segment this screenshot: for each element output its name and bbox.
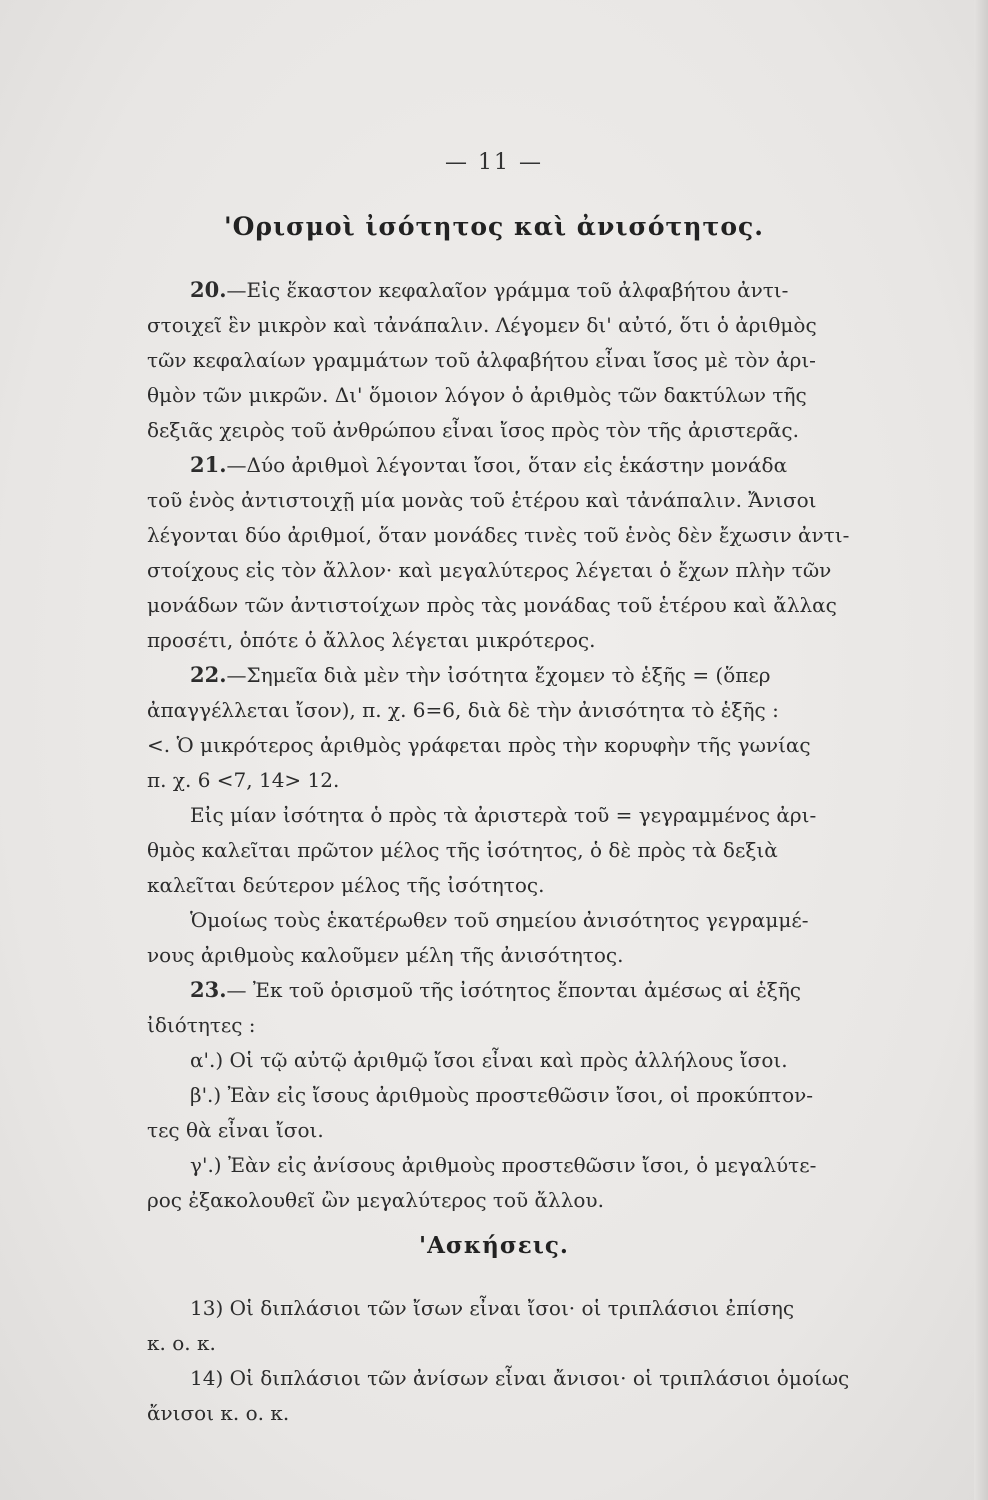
- text-line: κ. ο. κ.: [147, 1331, 216, 1355]
- text-line: θμὸς καλεῖται πρῶτον μέλος τῆς ἰσότητος, ὁ δὲ πρὸς τὰ δεξιὰ: [147, 838, 778, 862]
- property-gamma: γ'.) Ἐὰν εἰς ἀνίσους ἀριθμοὺς προστεθῶσιν ἴσοι, ὁ μεγαλύτε-: [190, 1153, 817, 1177]
- paragraph-line: [190, 972, 801, 1008]
- paragraph-line: [190, 447, 787, 483]
- text-line: στοίχους εἰς τὸν ἄλλον· καὶ μεγαλύτερος λέγεται ὁ ἔχων πλὴν τῶν: [147, 558, 832, 582]
- text-line: λέγονται δύο ἀριθμοί, ὅταν μονάδες τινὲς τοῦ ἑνὸς δὲν ἔχωσιν ἀντι-: [147, 523, 850, 547]
- text-line: Εἰς μίαν ἰσότητα ὁ πρὸς τὰ ἀριστερὰ τοῦ = γεγραμμένος ἀρι-: [190, 803, 817, 827]
- text-line: στοιχεῖ ἓν μικρὸν καὶ τἀνάπαλιν. Λέγομεν δι' αὐτό, ὅτι ὁ ἀριθμὸς: [147, 313, 817, 337]
- text-line: Ὁμοίως τοὺς ἑκατέρωθεν τοῦ σημείου ἀνισότητος γεγραμμέ-: [190, 908, 809, 932]
- page-number: — 11 —: [445, 150, 543, 175]
- text-line: προσέτι, ὁπότε ὁ ἄλλος λέγεται μικρότερος.: [147, 628, 596, 652]
- text-line: — Ἐκ τοῦ ὁρισμοῦ τῆς ἰσότητος ἕπονται ἀμέσως αἱ ἑξῆς: [226, 978, 802, 1002]
- section-number-23: 23.: [190, 977, 227, 1002]
- text-line: μονάδων τῶν ἀντιστοίχων πρὸς τὰς μονάδας τοῦ ἑτέρου καὶ ἄλλας: [147, 593, 837, 617]
- text-line: —Εἰς ἕκαστον κεφαλαῖον γράμμα τοῦ ἀλφαβήτου ἀντι-: [226, 278, 789, 302]
- paragraph-line: [190, 657, 771, 693]
- exercise-14: 14) Οἱ διπλάσιοι τῶν ἀνίσων εἶναι ἄνισοι· οἱ τριπλάσιοι ὁμοίως: [190, 1366, 850, 1390]
- text-line: π. χ. 6 <7, 14> 12.: [147, 768, 340, 792]
- exercise-13: 13) Οἱ διπλάσιοι τῶν ἴσων εἶναι ἴσοι· οἱ τριπλάσιοι ἐπίσης: [190, 1296, 795, 1320]
- text-line: ἄνισοι κ. ο. κ.: [147, 1401, 290, 1425]
- property-beta: β'.) Ἐὰν εἰς ἴσους ἀριθμοὺς προστεθῶσιν ἴσοι, οἱ προκύπτον-: [190, 1083, 814, 1107]
- paragraph-line: [190, 272, 788, 308]
- exercises-title: 'Ασκήσεις.: [419, 1232, 569, 1259]
- section-number-22: 22.: [190, 662, 227, 687]
- section-number-21: 21.: [190, 452, 227, 477]
- text-line: —Σημεῖα διὰ μὲν τὴν ἰσότητα ἔχομεν τὸ ἑξῆς = (ὅπερ: [226, 663, 771, 687]
- text-line: ρος ἐξακολουθεῖ ὢν μεγαλύτερος τοῦ ἄλλου.: [147, 1188, 604, 1212]
- text-line: καλεῖται δεύτερον μέλος τῆς ἰσότητος.: [147, 873, 545, 897]
- section-title: 'Ορισμοὶ ἰσότητος καὶ ἀνισότητος.: [224, 212, 764, 241]
- text-line: θμὸν τῶν μικρῶν. Δι' ὅμοιον λόγον ὁ ἀριθμὸς τῶν δακτύλων τῆς: [147, 383, 807, 407]
- text-line: δεξιᾶς χειρὸς τοῦ ἀνθρώπου εἶναι ἴσος πρὸς τὸν τῆς ἀριστερᾶς.: [147, 418, 799, 442]
- text-line: ἰδιότητες :: [147, 1013, 256, 1037]
- text-line: ἀπαγγέλλεται ἴσον), π. χ. 6=6, διὰ δὲ τὴν ἀνισότητα τὸ ἑξῆς :: [147, 698, 779, 722]
- text-line: <. Ὁ μικρότερος ἀριθμὸς γράφεται πρὸς τὴν κορυφὴν τῆς γωνίας: [147, 733, 811, 757]
- text-line: —Δύο ἀριθμοὶ λέγονται ἴσοι, ὅταν εἰς ἑκάστην μονάδα: [226, 453, 788, 477]
- property-alpha: α'.) Οἱ τῷ αὐτῷ ἀριθμῷ ἴσοι εἶναι καὶ πρὸς ἀλλήλους ἴσοι.: [190, 1048, 788, 1072]
- text-line: νους ἀριθμοὺς καλοῦμεν μέλη τῆς ἀνισότητος.: [147, 943, 624, 967]
- section-number-20: 20.: [190, 277, 227, 302]
- text-line: τῶν κεφαλαίων γραμμάτων τοῦ ἀλφαβήτου εἶναι ἴσος μὲ τὸν ἀρι-: [147, 348, 816, 372]
- text-line: τες θὰ εἶναι ἴσοι.: [147, 1118, 324, 1142]
- text-line: τοῦ ἑνὸς ἀντιστοιχῇ μία μονὰς τοῦ ἑτέρου καὶ τἀνάπαλιν. Ἄνισοι: [147, 488, 817, 512]
